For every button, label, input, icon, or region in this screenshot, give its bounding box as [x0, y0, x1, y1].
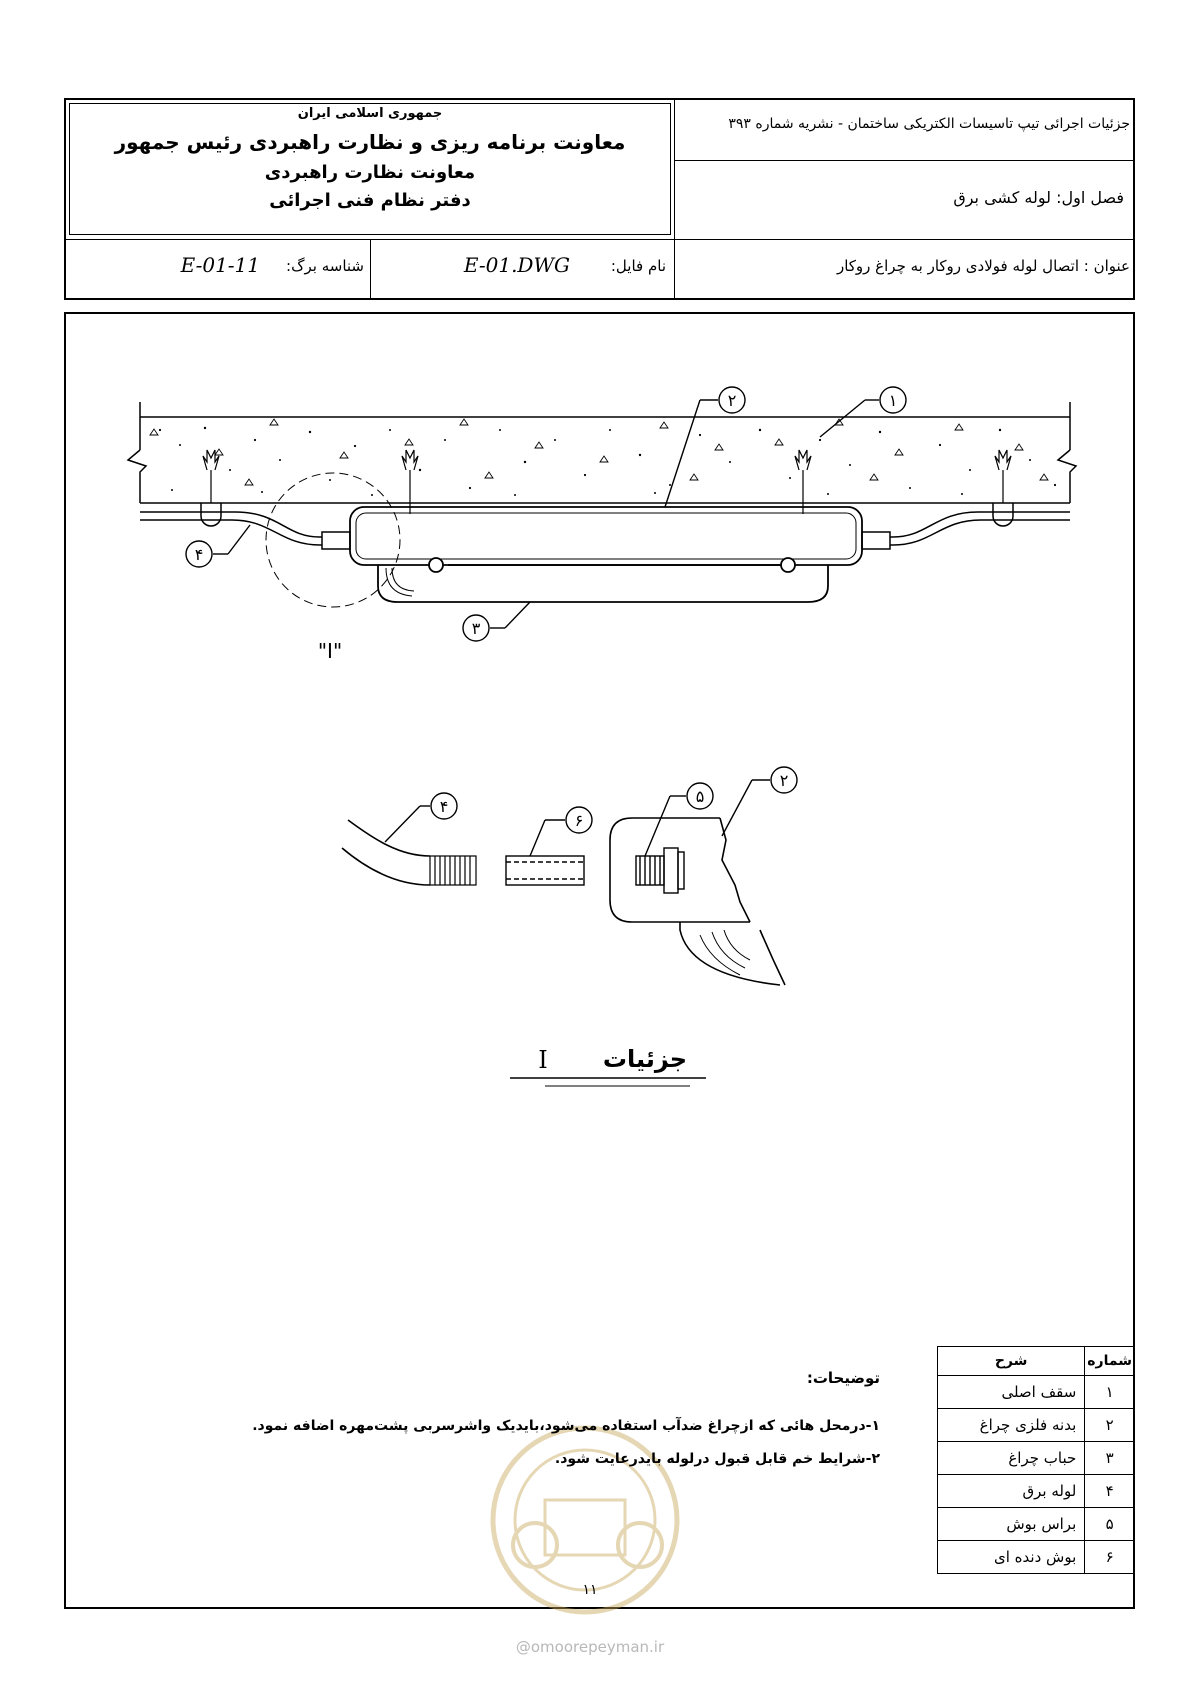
- detail-circle-marker: [266, 473, 400, 607]
- legend-row-number: ۴: [1085, 1475, 1135, 1508]
- legend-col-number: شماره: [1085, 1347, 1135, 1376]
- legend-row-number: ۵: [1085, 1508, 1135, 1541]
- legend-row-number: ۲: [1085, 1409, 1135, 1442]
- detail-callout-5-number: ۵: [695, 787, 705, 806]
- legend-row: [938, 1442, 1135, 1475]
- pipe-clip-right: [993, 503, 1013, 526]
- detail-caption-word: جزئیات: [602, 1045, 688, 1073]
- detail-pipe-thread: [430, 856, 476, 885]
- note-2: ۲-شرایط خم قابل قبول درلوله بایدرعایت شود.: [554, 1451, 880, 1467]
- legend-row: [938, 1475, 1135, 1508]
- detail-callout-6-number: ۶: [574, 811, 584, 830]
- legend-row: [938, 1376, 1135, 1409]
- note-1: ۱-درمحل هائی که ازچراغ ضدآب استفاده می‌شود،بایدیک واشرسربی پشت‌مهره اضافه نمود.: [252, 1418, 880, 1434]
- legend-row: [938, 1409, 1135, 1442]
- legend-row: [938, 1541, 1135, 1574]
- legend-row-number: ۱: [1085, 1376, 1135, 1409]
- legend-col-desc: شرح: [938, 1347, 1085, 1376]
- org-line-3: معاونت نظارت راهبردی: [264, 162, 476, 183]
- file-label: نام فایل:: [610, 257, 666, 275]
- detail-marker-label: "I": [317, 639, 343, 663]
- detail-caption-underline: [510, 1078, 706, 1086]
- legend-row-desc: سقف اصلی: [938, 1376, 1085, 1409]
- page-number: ۱۱: [582, 1582, 598, 1598]
- chapter-title: فصل اول: لوله کشی برق: [953, 188, 1124, 207]
- legend-row-desc: حباب چراغ: [938, 1442, 1085, 1475]
- legend-row: [938, 1508, 1135, 1541]
- luminaire-body: [350, 507, 862, 572]
- detail-brass-bushing: [636, 848, 684, 893]
- sheet-id: E-01-11: [180, 253, 260, 277]
- detail-callout-4-number: ۴: [439, 797, 449, 816]
- anchor-plug-left: [203, 450, 219, 503]
- anchor-plug-center-left: [402, 450, 418, 514]
- callout-4-number: ۴: [194, 545, 204, 564]
- legend-row-desc: بدنه فلزی چراغ: [938, 1409, 1085, 1442]
- anchor-plug-center-right: [795, 450, 811, 514]
- anchor-plug-right: [995, 450, 1011, 503]
- callout-2-number: ۲: [727, 391, 737, 410]
- detail-luminaire-end: [610, 818, 785, 985]
- concrete-aggregate-triangles: [150, 419, 1048, 485]
- file-name: E-01.DWG: [463, 253, 570, 277]
- detail-threaded-bushing: [506, 856, 584, 885]
- drawing-title: عنوان : اتصال لوله فولادی روکار به چراغ روکار: [836, 257, 1130, 275]
- detail-caption-letter: I: [538, 1046, 548, 1074]
- bushing-left: [322, 532, 350, 549]
- conduit-pipe-left: [140, 512, 322, 545]
- org-line-4: دفتر نظام فنی اجرائی: [269, 190, 471, 211]
- legend-table: [937, 1346, 1135, 1574]
- org-line-2: معاونت برنامه ریزی و نظارت راهبردی رئیس جمهور: [114, 130, 626, 154]
- legend-row-desc: بوش دنده ای: [938, 1541, 1085, 1574]
- callout-3-number: ۳: [471, 619, 481, 638]
- luminaire-diffuser: [378, 565, 828, 602]
- legend-row-desc: براس بوش: [938, 1508, 1085, 1541]
- ceiling-slab: [128, 402, 1076, 503]
- legend-row-desc: لوله برق: [938, 1475, 1085, 1508]
- notes-heading: توضیحات:: [806, 1369, 880, 1387]
- legend-row-number: ۳: [1085, 1442, 1135, 1475]
- legend-row-number: ۶: [1085, 1541, 1135, 1574]
- callout-1-number: ۱: [888, 391, 898, 410]
- conduit-pipe-right: [890, 512, 1070, 545]
- org-line-1: جمهوری اسلامی ایران: [297, 106, 443, 121]
- pipe-clip-left: [201, 503, 221, 526]
- legend-header-row: [938, 1347, 1135, 1376]
- detail-callout-2-number: ۲: [779, 771, 789, 790]
- sheet-label: شناسه برگ:: [286, 257, 364, 275]
- detail-conduit-pipe: [342, 820, 430, 885]
- bushing-right: [862, 532, 890, 549]
- publication-title: جزئیات اجرائی تیپ تاسیسات الکتریکی ساختمان - نشریه شماره ۳۹۳: [728, 116, 1130, 132]
- watermark-text: @omoorepeyman.ir: [515, 1638, 665, 1656]
